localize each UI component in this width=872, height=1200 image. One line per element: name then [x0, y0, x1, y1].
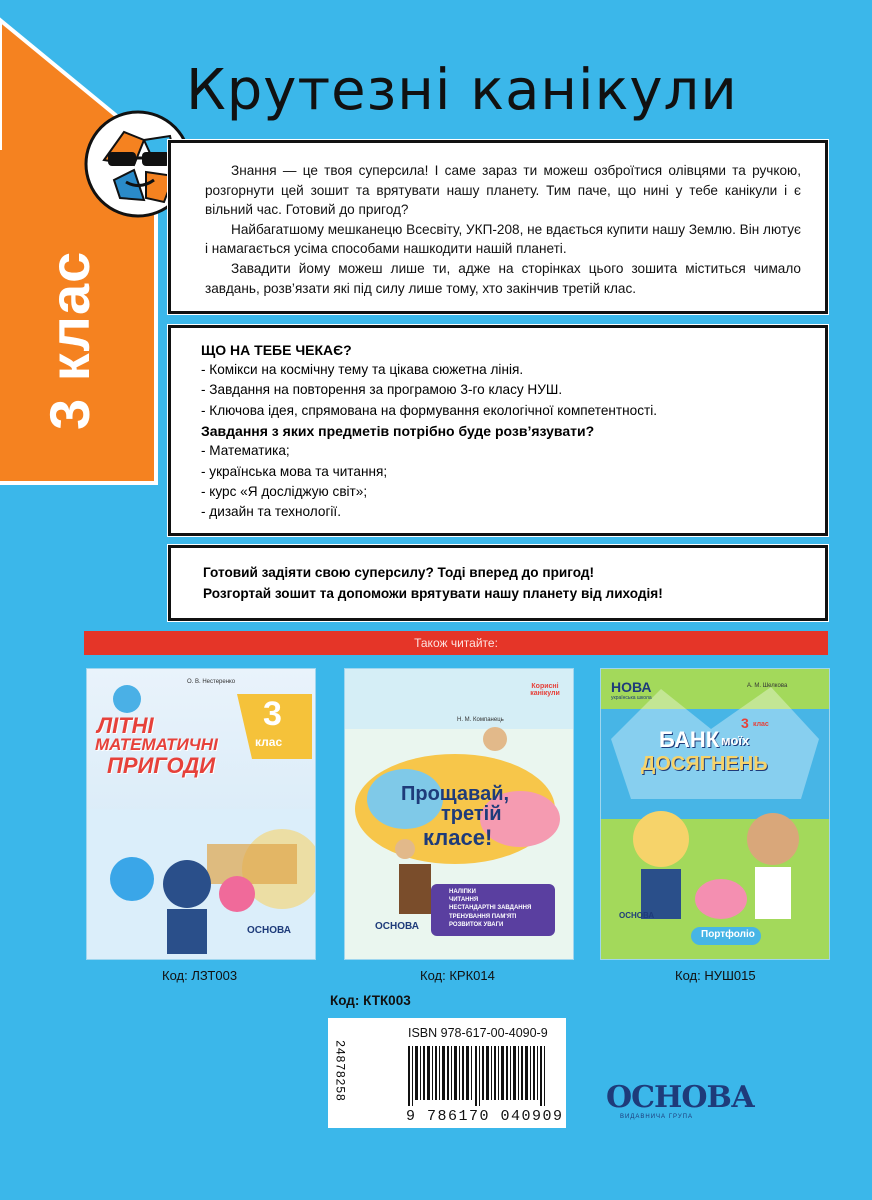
book-2-bullet: НАЛІПКИ	[449, 889, 476, 895]
book-2-bullet: РОЗВИТОК УВАГИ	[449, 921, 504, 928]
book-2-code: Код: КРК014	[420, 968, 495, 983]
intro-paragraph-3: Завадити йому можеш лише ти, адже на сторінках цього зошита міститься чимало завдань, розв’язати які під силу лише тому, хто закінчив третій клас.	[205, 260, 801, 296]
grade-label: 3 клас	[38, 250, 101, 430]
barcode-panel	[328, 1018, 566, 1128]
book-1-code: Код: ЛЗТ003	[162, 968, 238, 983]
publisher-logo	[606, 1082, 754, 1120]
intro-paragraph-1: Знання — це твоя суперсила! І саме зараз ти можеш озброїтися олівцями та ручкою, розгорнути цей зошит та врятувати нашу планету. Тим паче, що нині у тебе канікули і є вільний час. Готовий до пригод?	[205, 163, 801, 218]
cta-line-2: Розгортай зошит та допоможи врятувати нашу планету від лиходія!	[203, 586, 663, 601]
publisher-name: ОСНОВА	[606, 1080, 755, 1115]
features-box	[168, 325, 828, 536]
book-3-title-line-2: моїх	[721, 733, 750, 748]
book-3-author: А. М. Шелкова	[747, 683, 788, 689]
book-1-grade-word: клас	[255, 735, 283, 749]
cta-line-1: Готовий задіяти свою суперсилу? Тоді вперед до пригод!	[203, 565, 595, 580]
cta-box	[168, 545, 828, 621]
intro-box	[168, 140, 828, 314]
book-2-publisher: ОСНОВА	[375, 921, 419, 932]
book-3-grade-word: клас	[753, 721, 769, 728]
isbn-text: ISBN 978-617-00-4090-9	[408, 1026, 548, 1040]
barcode-side-number: 24878258	[333, 1040, 348, 1102]
book-3-title-line-1: БАНК	[659, 727, 720, 752]
also-read-bar	[84, 631, 828, 655]
book-2-title-line-2: третій	[441, 803, 502, 825]
subject-item: - Математика;	[201, 443, 290, 459]
book-2-title-line-1: Прощавай,	[401, 783, 510, 805]
features-heading-1: ЩО НА ТЕБЕ ЧЕКАЄ?	[201, 342, 352, 358]
book-3-title-line-3: ДОСЯГНЕНЬ	[641, 753, 768, 775]
book-3-code: Код: НУШ015	[675, 968, 756, 983]
book-2-bullet: ЧИТАННЯ	[449, 897, 479, 904]
book-2-title-line-3: класе!	[423, 825, 493, 850]
book-3-grade-number: 3	[741, 715, 749, 731]
book-2-series: Корисні канікули	[530, 683, 560, 697]
book-2-bullet: НЕСТАНДАРТНІ ЗАВДАННЯ	[449, 905, 532, 912]
book-1-author: О. В. Нестеренко	[187, 679, 236, 685]
feature-item: - Комікси на космічну тему та цікава сюжетна лінія.	[201, 362, 524, 377]
book-cover-3[interactable]	[600, 668, 830, 960]
book-3-series: НОВА	[611, 679, 652, 695]
feature-item: - Ключова ідея, спрямована на формування екологічної компетентності.	[201, 402, 658, 418]
features-heading-2: Завдання з яких предметів потрібно буде розв’язувати?	[201, 423, 595, 440]
book-3-publisher: ОСНОВА	[619, 911, 655, 920]
subject-item: - українська мова та читання;	[201, 463, 388, 479]
book-3-series-sub: українська школа	[611, 695, 652, 701]
barcode-number: 9 786170 040909	[406, 1108, 564, 1125]
feature-item: - Завдання на повторення за програмою 3-го класу НУШ.	[201, 382, 563, 398]
intro-paragraph-2: Найбагатшому мешканецю Всесвіту, УКП-208, не вдається купити нашу Землю. Він лютує і намагається усіма способами нашкодити нашій планеті.	[205, 221, 801, 257]
also-read-label: Також читайте:	[414, 636, 498, 650]
book-1-title-line-2: МАТЕМАТИЧНІ	[95, 735, 218, 754]
subject-item: - курс «Я досліджую світ»;	[201, 484, 368, 500]
book-1-publisher: ОСНОВА	[247, 925, 291, 936]
book-1-grade-number: 3	[263, 695, 282, 733]
book-3-badge: Портфоліо	[701, 929, 755, 940]
publisher-subtitle: ВИДАВНИЧА ГРУПА	[620, 1114, 693, 1120]
product-code: Код: КТК003	[330, 993, 411, 1008]
book-1-title-line-1: ЛІТНІ	[97, 713, 154, 738]
book-1-title-line-3: ПРИГОДИ	[107, 753, 216, 778]
book-2-author: Н. М. Компанець	[457, 717, 504, 723]
subject-item: - дизайн та технології.	[201, 504, 341, 520]
barcode-bars	[406, 1046, 556, 1106]
book-2-bullet: ТРЕНУВАННЯ ПАМ'ЯТІ	[449, 913, 517, 920]
book-cover-2[interactable]	[344, 668, 574, 960]
book-cover-1[interactable]	[86, 668, 316, 960]
page-title: Крутезні канікули	[186, 58, 738, 123]
